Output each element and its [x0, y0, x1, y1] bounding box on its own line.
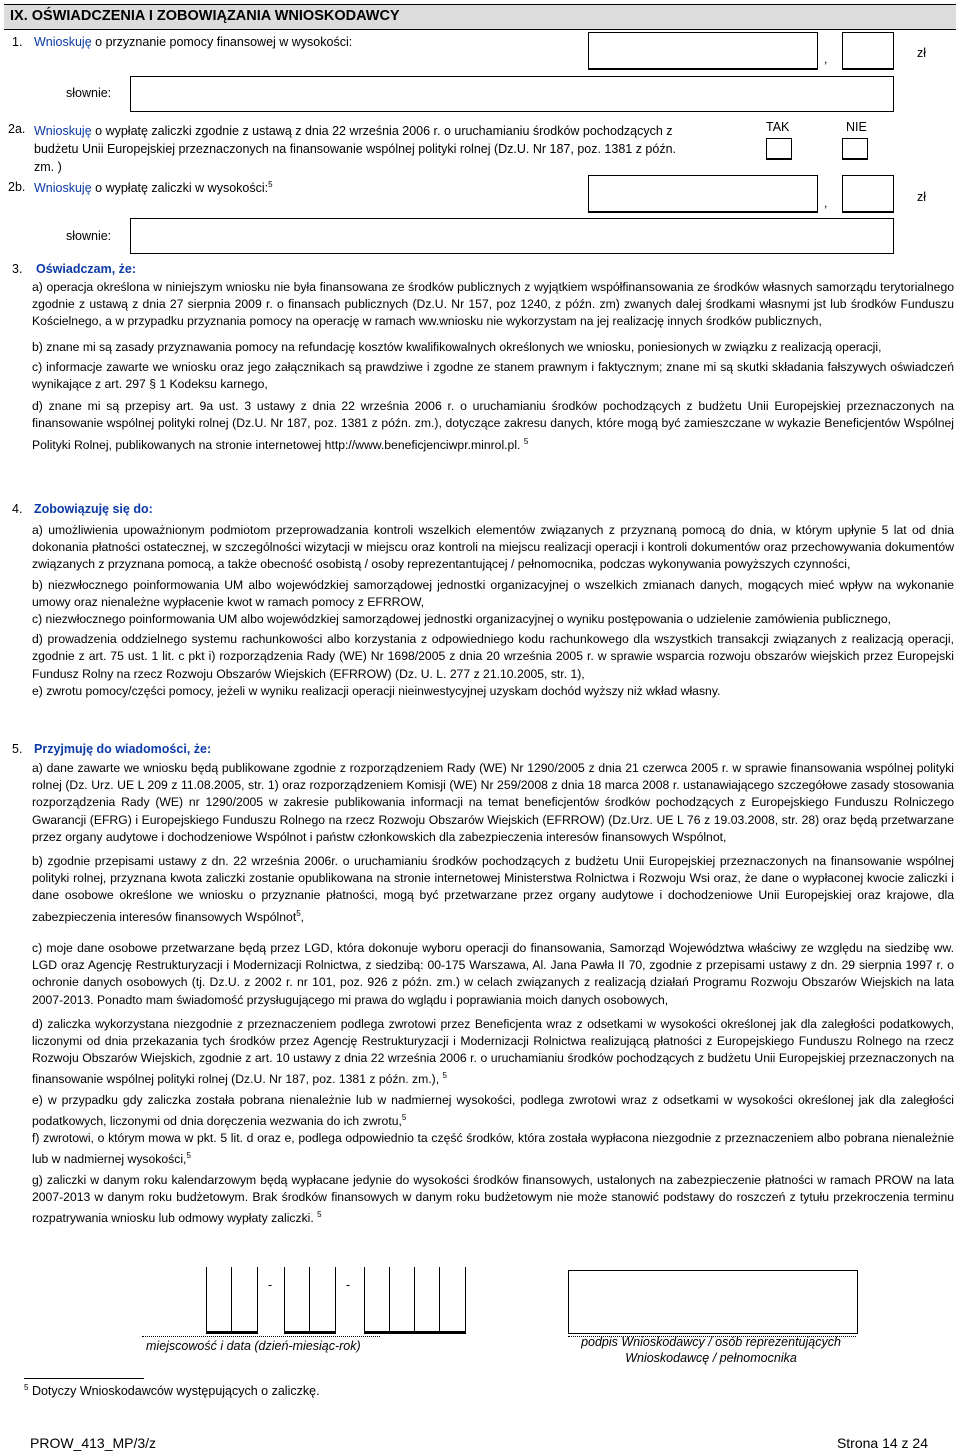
item2b-amount-underline — [588, 211, 818, 213]
yes-label: TAK — [766, 120, 790, 134]
item2b-keyword: Wnioskuję — [34, 181, 92, 196]
section-header — [4, 4, 956, 30]
item3-c: c) informacje zawarte we wniosku oraz jego załącznikach są prawdziwe i zgodne ze stanem prawnym i faktycznym; znane mi są skutki składania fałszywych oświadczeń wynikające z art. 297 § 1 Kodeksu karnego, — [32, 359, 954, 392]
signature-field[interactable] — [568, 1270, 858, 1334]
yes-checkbox-underline — [766, 158, 792, 160]
item2a-line2: budżetu Unii Europejskiej przeznaczonych na finansowanie wspólnej polityki rolnej (Dz.U. Nr 187, poz. 1381 z późn. — [34, 142, 677, 156]
no-label: NIE — [846, 120, 867, 134]
item3-a: a) operacja określona w niniejszym wniosku nie była finansowana ze środków publicznych z wyjątkiem współfinansowania ze środków własnych samorządu terytorialnego zgodnie z ustawą z dnia 27 sierpnia 2009 r. o finansach publicznych (Dz.U. Nr 157, poz 1240, z późn. zm) zwanych dalej środkami własnymi jst lub środków Funduszu Kościelnego, a w przypadku przyznania pomocy na operację w ramach ww.wniosku nie wykorzystam na jej realizację innych środków publicznych, — [32, 280, 954, 329]
place-date-line — [142, 1336, 380, 1337]
place-date-label: miejscowość i data (dzień-miesiąc-rok) — [146, 1339, 361, 1353]
footnote-separator — [24, 1378, 144, 1379]
item2b-text: o wypłatę zaliczki w wysokości: — [91, 181, 269, 196]
item2b-question — [34, 180, 273, 195]
item4-b: b) niezwłocznego poinformowania UM albo wojewódzkiej samorządowej jednostki organizacyjnej o wszelkich zmianach danych, mogących mieć wpływ na wykonanie umowy oraz nienależne wypłacenie kwot w ramach pomocy z EFRROW, — [32, 577, 954, 609]
item4-number: 4. — [12, 502, 23, 516]
item3-b: b) znane mi są zasady przyznawania pomocy na refundację kosztów kwalifikowalnych określonych we wniosku, poniesionych w związku z realizacją operacji, — [32, 339, 882, 354]
item5-g: g) zaliczki w danym roku kalendarzowym będą wypłacane jedynie do wysokości środków finansowych, ustalonych na zabezpieczenie płatności w ramach PROW na lata 2007-2013 w danym roku budżetowym. Brak środków finansowych w danym roku budżetowym nie może stanowić podstawy do roszczeń z tytułu przekroczenia terminu rozpatrywania wniosku lub odmowy wypłaty zaliczki. $^5$ — [32, 1172, 954, 1225]
item1-amount-input[interactable] — [588, 32, 818, 70]
item1-grosze-input[interactable] — [842, 32, 894, 70]
item2a-number: 2a. — [8, 122, 26, 136]
item1-words-input[interactable] — [130, 76, 894, 112]
item1-grosze-underline — [842, 68, 894, 70]
item4-c: c) niezwłocznego poinformowania UM albo wojewódzkiej samorządowej jednostki organizacyjnej o wyniku postępowania o udzielenie zamówienia publicznego, — [32, 612, 892, 627]
item2b-number: 2b. — [8, 180, 26, 194]
item1-question — [34, 35, 352, 49]
date-dash-2: - — [346, 1278, 351, 1292]
no-checkbox-underline — [842, 158, 868, 160]
item1-text: o przyznanie pomocy finansowej w wysokości: — [91, 35, 353, 49]
item3-number: 3. — [12, 262, 23, 276]
item1-amount-underline — [588, 68, 818, 70]
item4-heading: Zobowiązuję się do: — [34, 502, 153, 516]
item5-c: c) moje dane osobowe przetwarzane będą przez LGD, która dokonuje wyboru operacji do finansowania, Samorząd Województwa właściwy ze względu na siedzibę ww. LGD oraz Agencję Restrukturyzacji i Modernizacji Rolnictwa, z siedzibą: 00-175 Warszawa, Al. Jana Pawła II 70, zgodnie z przepisami ustawy z dn. 29 sierpnia 1997 r. o ochronie danych osobowych (tj. Dz.U. z 2002 r. nr 101, poz. 926 z późn. zm.) w celach związanych z realizacją działań Programu Rozwoju Obszarów Wiejskich na lata 2007-2013. Ponadto mam świadomość przysługującego mi prawa do wglądu i poprawiania moich danych osobowych, — [32, 940, 954, 1007]
item3-list — [32, 279, 954, 454]
date-dash-1: - — [268, 1278, 273, 1292]
item3-d: d) znane mi są przepisy art. 9a ust. 3 ustawy z dnia 22 września 2006 r. o uruchamianiu środków pochodzących z budżetu Unii Europejskiej przeznaczonych na finansowanie wspólnej polityki rolnej (Dz.U. Nr 187, poz. 1381 z późn. zm.), dotyczące zakresu danych, które mogą być zamieszczane w wykazie Beneficjentów Wspólnej Polityki Rolnej, publikowanych na stronie internetowej http://www.beneficjenciwpr.minrol.pl. $^5$ — [32, 399, 954, 452]
item1-currency: zł — [917, 46, 927, 60]
item4-d: d) prowadzenia oddzielnego systemu rachunkowości albo korzystania z odpowiedniego kodu rachunkowego dla wszystkich transakcji związanych z realizacją operacji, zgodnie z art. 75 ust. 1 lit. c pkt i) rozporządzenia Rady (WE) Nr 1698/2005 z dnia 20 września 2005 r. w sprawie wsparcia rozwoju obszarów wiejskich przez Europejski Fundusz Rolny na rzecz Rozwoju Obszarów Wiejskich (EFRROW) (Dz. U. L. 277 z 21.10.2005, str. 1), — [32, 632, 954, 681]
item2b-amount-input[interactable] — [588, 175, 818, 213]
item5-number: 5. — [12, 742, 23, 756]
item1-comma: , — [824, 52, 828, 66]
item2b-words-input[interactable] — [130, 218, 894, 254]
item2a-line3: zm. ) — [34, 160, 62, 174]
item4-list — [32, 522, 954, 700]
item2b-currency: zł — [917, 190, 927, 204]
item1-number: 1. — [12, 35, 23, 49]
footer-doc-code: PROW_413_MP/3/z — [30, 1435, 157, 1451]
item2a-keyword: Wnioskuję — [34, 124, 92, 138]
item2a-question — [34, 122, 676, 176]
footnote: $^5$ Dotyczy Wnioskodawców występujących o zaliczkę. — [24, 1383, 320, 1399]
item1-words-label: słownie: — [66, 86, 112, 100]
item5-heading: Przyjmuję do wiadomości, że: — [34, 742, 212, 756]
item2b-comma: , — [824, 196, 828, 210]
item5-f: f) zwrotowi, o którym mowa w pkt. 5 lit. d oraz e, podlega odpowiednio ta część środków, która została wypłacona niezgodnie z przeznaczeniem albo pobrana nienależnie lub w nadmiernej wysokości,$^5$ — [32, 1131, 954, 1167]
item4-e: e) zwrotu pomocy/części pomocy, jeżeli w wyniku realizacji operacji nieinwestycyjnej uzyskam dochód wyższy niż wkład własny. — [32, 683, 721, 698]
item2b-grosze-input[interactable] — [842, 175, 894, 213]
item3-heading: Oświadczam, że: — [36, 262, 137, 276]
signature-label: podpis Wnioskodawcy / osób reprezentujących Wnioskodawcę / pełnomocnika — [581, 1335, 841, 1365]
section-title: IX. OŚWIADCZENIA I ZOBOWIĄZANIA WNIOSKODAWCY — [10, 8, 400, 24]
no-checkbox[interactable] — [842, 138, 868, 160]
item1-keyword: Wnioskuję — [34, 35, 92, 49]
item5-a: a) dane zawarte we wniosku będą publikowane zgodnie z rozporządzeniem Rady (WE) Nr 1290/2005 z dnia 21 czerwca 2005 r. w sprawie finansowania wspólnej polityki rolnej (Dz. Urz. UE L 209 z 11.08.2005, str. 1) oraz rozporządzeniem Komisji (WE) Nr 259/2008 z dnia 18 marca 2008 r. ustanawiającego szczegółowe zasady stosowania rozporządzenia Rady (WE) nr 1290/2005 w zakresie publikowania informacji na temat beneficjentów środków pochodzących z Europejskiego Funduszu Rolniczego Gwarancji (EFRG) i Europejskiego Funduszu Rolnego na rzecz Rozwoju Obszarów Wiejskich (EFRROW) (Dz.Urz. UE L 76 z 19.03.2008, str. 28) oraz będą przetwarzane przez organy audytowe i dochodzeniowe Wspólnot i państw członkowskich dla zabezpieczenia interesów finansowych Wspólnot, — [32, 761, 954, 844]
footer-page-number: Strona 14 z 24 — [836, 1435, 928, 1451]
yes-checkbox[interactable] — [766, 138, 792, 160]
item5-d: d) zaliczka wykorzystana niezgodnie z przeznaczeniem podlega zwrotowi przez Beneficjenta wraz z odsetkami w wysokości określonej jak dla zaległości podatkowych, liczonymi od dnia przekazania tych środków przez Agencję Restrukturyzacji i Modernizacji Rolnictwa realizującą płatności z Europejskiego Funduszu Rolnego na rzecz Rozwoju Obszarów Wiejskich, zgodnie z art. 10 ustawy z dnia 22 września 2006 r. o uruchamianiu środków pochodzących z budżetu Unii Europejskiej przeznaczonych na finansowanie wspólnej polityki rolnej (Dz.U. Nr 187, poz. 1381 z późn. zm.), $^5$ — [32, 1016, 954, 1087]
item5-e: e) w przypadku gdy zaliczka została pobrana nienależnie lub w nadmiernej wysokości, podlega zwrotowi wraz z odsetkami w wysokości określonej jak dla zaległości podatkowych, liczonymi od dnia doręczenia wezwania do ich zwrotu,$^5$ — [32, 1092, 954, 1128]
item2a-line1: o wypłatę zaliczki zgodnie z ustawą z dnia 22 września 2006 r. o uruchamianiu środków pochodzących z — [91, 124, 673, 138]
item5-list — [32, 760, 954, 1227]
item5-b: b) zgodnie przepisami ustawy z dn. 22 września 2006r. o uruchamianiu środków pochodzących z budżetu Unii Europejskiej przeznaczonych na finansowanie wspólnej polityki rolnej, przyznana kwota zaliczki zostanie opublikowana na stronie internetowej Ministerstwa Rolnictwa i Rozwoju Wsi oraz, że dane o wypłaconej kwocie zaliczki i dane osobowe określone we wniosku o przyznanie płatności, mogą być przetwarzane przez organy audytowe i dochodzeniowe Unii Europejskiej oraz krajowe, dla zabezpieczenia interesów finansowych Wspólnot$^5$, — [32, 854, 954, 924]
item2b-footnote-ref: 5 — [268, 180, 273, 189]
item2b-grosze-underline — [842, 211, 894, 213]
item4-a: a) umożliwienia upoważnionym podmiotom przeprowadzania kontroli wszelkich elementów związanych z przyznaną pomocą do dnia, w którym upłynie 5 lat od dnia dokonania płatności ostatecznej, w szczególności wizytacji w miejscu oraz kontroli na miejscu realizacji operacji i kontroli dokumentów oraz przechowywania dokumentów związanych z przyznana pomocą, a także obecność osobistą / osoby reprezentantującej / pełnomocnika, podczas wykonywania powyższych czynności, — [32, 523, 954, 572]
item2b-words-label: słownie: — [66, 229, 112, 243]
